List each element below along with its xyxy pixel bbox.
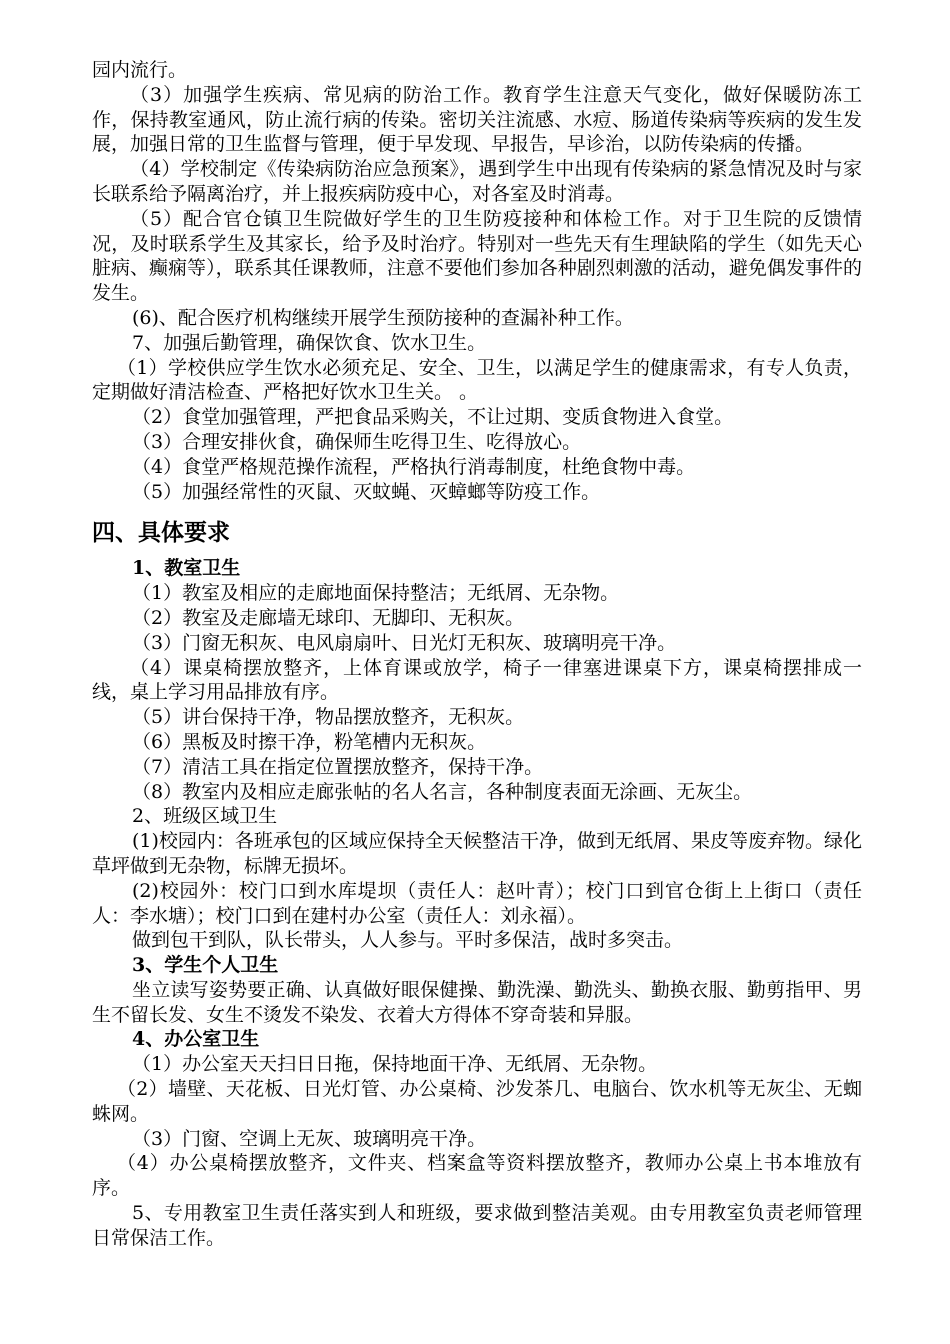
- paragraph: 坐立读写姿势要正确、认真做好眼保健操、勤洗澡、勤洗头、勤换衣服、勤剪指甲、男生不留长发、女生不烫发不染发、衣着大方得体不穿奇装和异服。: [92, 978, 862, 1026]
- subsection-heading: 4、办公室卫生: [132, 1028, 260, 1051]
- paragraph: （2）墙壁、天花板、日光灯管、办公桌椅、沙发茶几、电脑台、饮水机等无灰尘、无蜘蛛网。: [92, 1078, 862, 1125]
- paragraph: （4）食堂严格规范操作流程，严格执行消毒制度，杜绝食物中毒。: [132, 455, 696, 478]
- paragraph: （4）学校制定《传染病防治应急预案》，遇到学生中出现有传染病的紧急情况及时与家长联系给予隔离治疗，并上报疾病防疫中心，对各室及时消毒。: [92, 158, 862, 205]
- paragraph: （3）加强学生疾病、常见病的防治工作。教育学生注意天气变化，做好保暖防冻工作，保持教室通风，防止流行病的传染。密切关注流感、水痘、肠道传染病等疾病的发生发展，加强日常的卫生监督与管理，便于早发现、早报告，早诊治，以防传染病的传播。: [92, 83, 862, 156]
- subsection-heading: 2、班级区域卫生: [132, 805, 278, 828]
- paragraph: 园内流行。: [92, 59, 188, 81]
- paragraph: （8）教室内及相应走廊张帖的名人名言，各种制度表面无涂画、无灰尘。: [132, 780, 753, 803]
- paragraph: （2）教室及走廊墙无球印、无脚印、无积灰。: [132, 606, 525, 629]
- paragraph: （4）办公桌椅摆放整齐，文件夹、档案盒等资料摆放整齐，教师办公桌上书本堆放有序。: [92, 1152, 862, 1200]
- paragraph: (1)校园内：各班承包的区域应保持全天候整洁干净，做到无纸屑、果皮等废弃物。绿化草坪做到无杂物，标牌无损坏。: [92, 830, 862, 877]
- paragraph: (2)校园外：校门口到水库堤坝（责任人：赵叶青）；校门口到官仓街上上街口（责任人：李水塘）；校门口到在建村办公室（责任人：刘永福）。: [92, 879, 862, 927]
- paragraph: （3）门窗、空调上无灰、玻璃明亮干净。: [132, 1127, 487, 1150]
- paragraph: 做到包干到队，队长带头，人人参与。平时多保洁，战时多突击。: [132, 929, 684, 952]
- paragraph: 7、加强后勤管理，确保饮食、饮水卫生。: [132, 331, 487, 354]
- paragraph: （6）黑板及时擦干净，粉笔槽内无积灰。: [132, 730, 487, 753]
- paragraph: (6)、配合医疗机构继续开展学生预防接种的查漏补种工作。: [132, 306, 634, 329]
- subsection-heading: 1、教室卫生: [132, 557, 241, 580]
- paragraph: （5）讲台保持干净，物品摆放整齐，无积灰。: [132, 706, 525, 729]
- paragraph: 5、专用教室卫生责任落实到人和班级，要求做到整洁美观。由专用教室负责老师管理日常保洁工作。: [92, 1202, 862, 1249]
- document-page: [92, 58, 862, 1251]
- paragraph: （3）合理安排伙食，确保师生吃得卫生、吃得放心。: [132, 430, 582, 453]
- paragraph: （7）清洁工具在指定位置摆放整齐，保持干净。: [132, 755, 544, 778]
- paragraph: （2）食堂加强管理，严把食品采购关，不让过期、变质食物进入食堂。: [132, 406, 734, 429]
- paragraph: （4）课桌椅摆放整齐，上体育课或放学，椅子一律塞进课桌下方，课桌椅摆排成一线，桌上学习用品排放有序。: [92, 656, 862, 704]
- paragraph: （5）加强经常性的灭鼠、灭蚊蝇、灭蟑螂等防疫工作。: [132, 480, 601, 503]
- paragraph: （1）学校供应学生饮水必须充足、安全、卫生，以满足学生的健康需求，有专人负责，定期做好清洁检查、严格把好饮水卫生关。 。: [92, 356, 862, 404]
- subsection-heading: 3、学生个人卫生: [132, 954, 279, 977]
- paragraph: （1）办公室天天扫日日拖，保持地面干净、无纸屑、无杂物。: [132, 1053, 658, 1076]
- paragraph: （3）门窗无积灰、电风扇扇叶、日光灯无积灰、玻璃明亮干净。: [132, 631, 677, 654]
- paragraph: （5）配合官仓镇卫生院做好学生的卫生防疫接种和体检工作。对于卫生院的反馈情况，及时联系学生及其家长，给予及时治疗。特别对一些先天有生理缺陷的学生（如先天心脏病、癫痫等），联系其任课教师，注意不要他们参加各种剧烈刺激的活动，避免偶发事件的发生。: [92, 207, 862, 305]
- paragraph: （1）教室及相应的走廊地面保持整洁；无纸屑、无杂物。: [132, 582, 620, 605]
- section-heading: 四、具体要求: [92, 519, 230, 547]
